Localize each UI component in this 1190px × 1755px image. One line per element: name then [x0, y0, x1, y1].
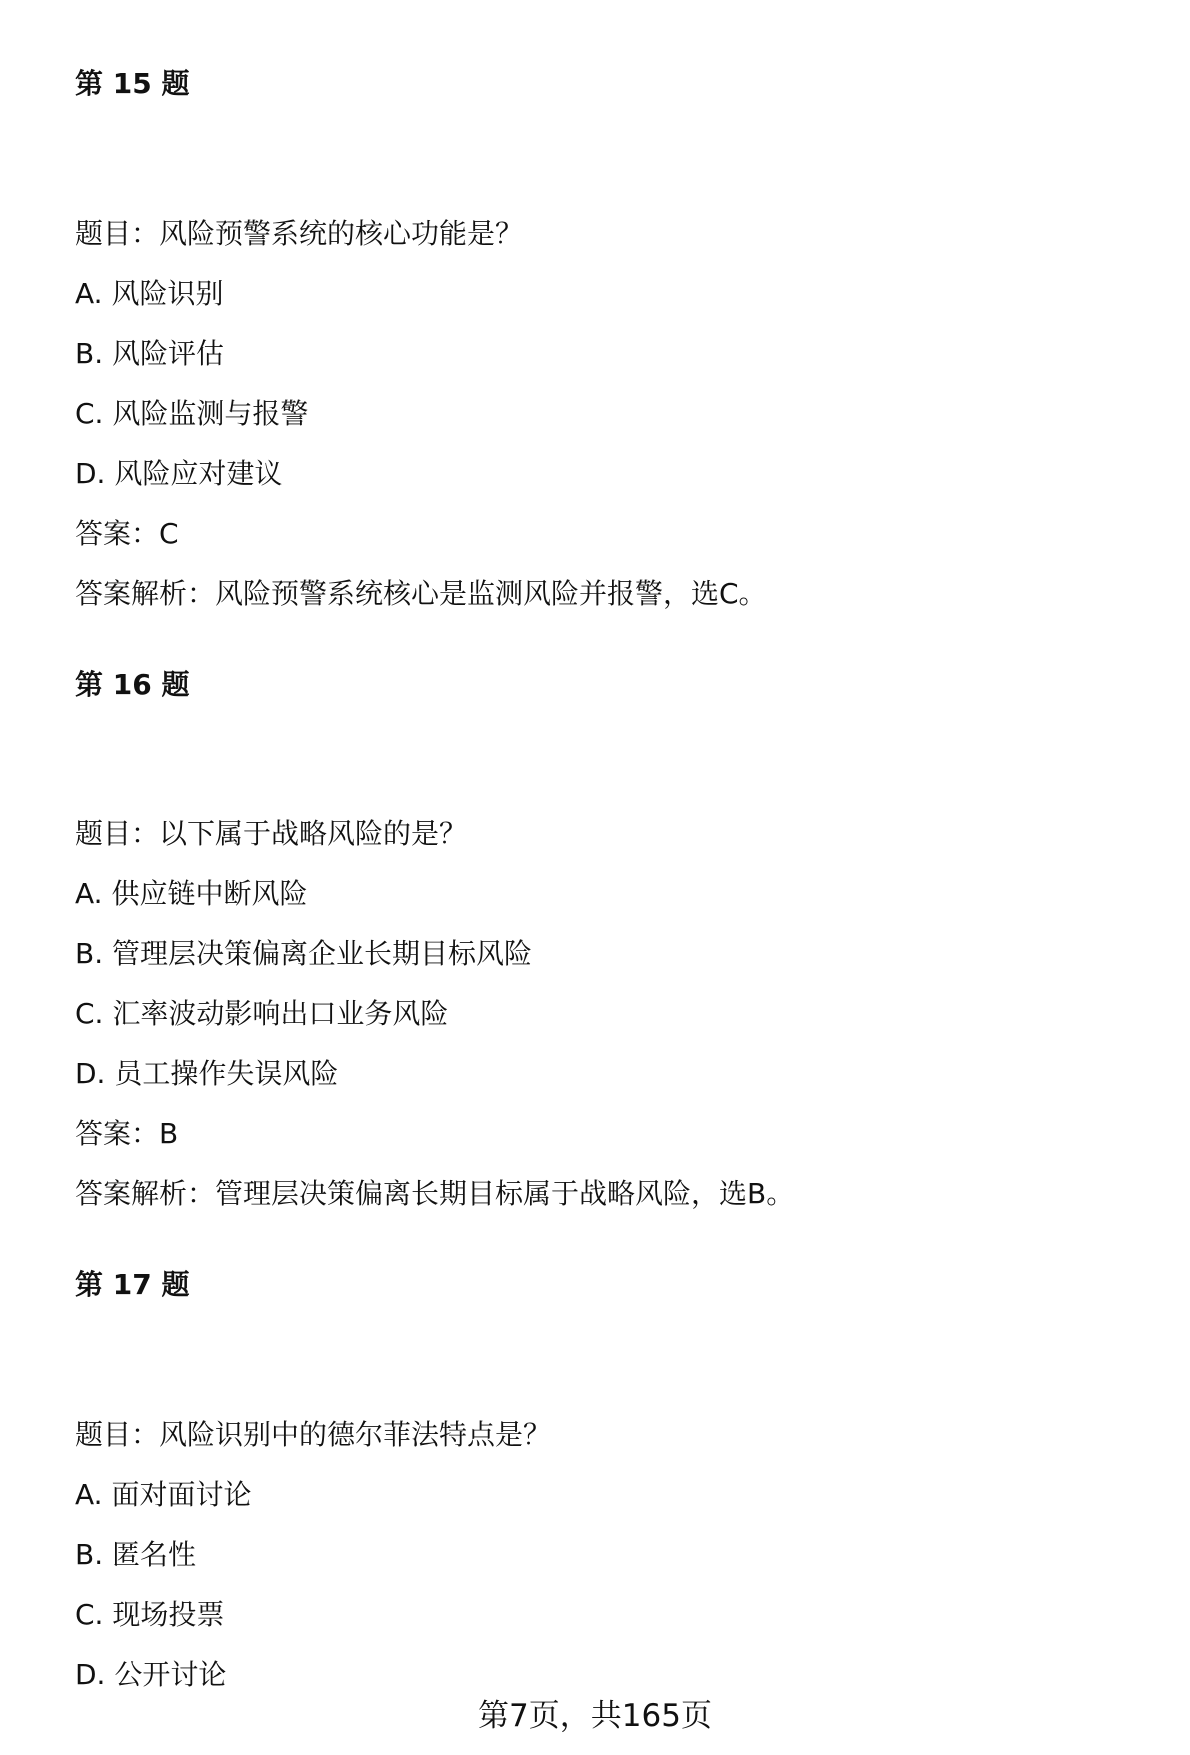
question-heading: 第 16 题 — [75, 668, 190, 701]
option-a: A. 供应链中断风险 — [75, 877, 308, 910]
option-b: B. 风险评估 — [75, 337, 225, 370]
question-stem: 题目：风险预警系统的核心功能是？ — [75, 217, 524, 250]
page-number-footer: 第7页，共165页 — [478, 1698, 712, 1734]
question-heading: 第 17 题 — [75, 1268, 190, 1301]
answer: 答案：B — [75, 1117, 179, 1150]
question-stem: 题目：以下属于战略风险的是？ — [75, 817, 468, 850]
option-a: A. 风险识别 — [75, 277, 224, 310]
option-d: D. 风险应对建议 — [75, 457, 283, 490]
answer-analysis: 答案解析：风险预警系统核心是监测风险并报警，选C。 — [75, 577, 767, 610]
option-c: C. 现场投票 — [75, 1598, 225, 1631]
option-c: C. 汇率波动影响出口业务风险 — [75, 997, 449, 1030]
answer-analysis: 答案解析：管理层决策偏离长期目标属于战略风险，选B。 — [75, 1177, 795, 1210]
option-a: A. 面对面讨论 — [75, 1478, 252, 1511]
option-c: C. 风险监测与报警 — [75, 397, 309, 430]
question-stem: 题目：风险识别中的德尔菲法特点是？ — [75, 1418, 552, 1451]
answer: 答案：C — [75, 517, 179, 550]
option-b: B. 管理层决策偏离企业长期目标风险 — [75, 937, 533, 970]
question-heading: 第 15 题 — [75, 67, 190, 100]
option-d: D. 公开讨论 — [75, 1658, 227, 1691]
option-d: D. 员工操作失误风险 — [75, 1057, 339, 1090]
option-b: B. 匿名性 — [75, 1538, 197, 1571]
